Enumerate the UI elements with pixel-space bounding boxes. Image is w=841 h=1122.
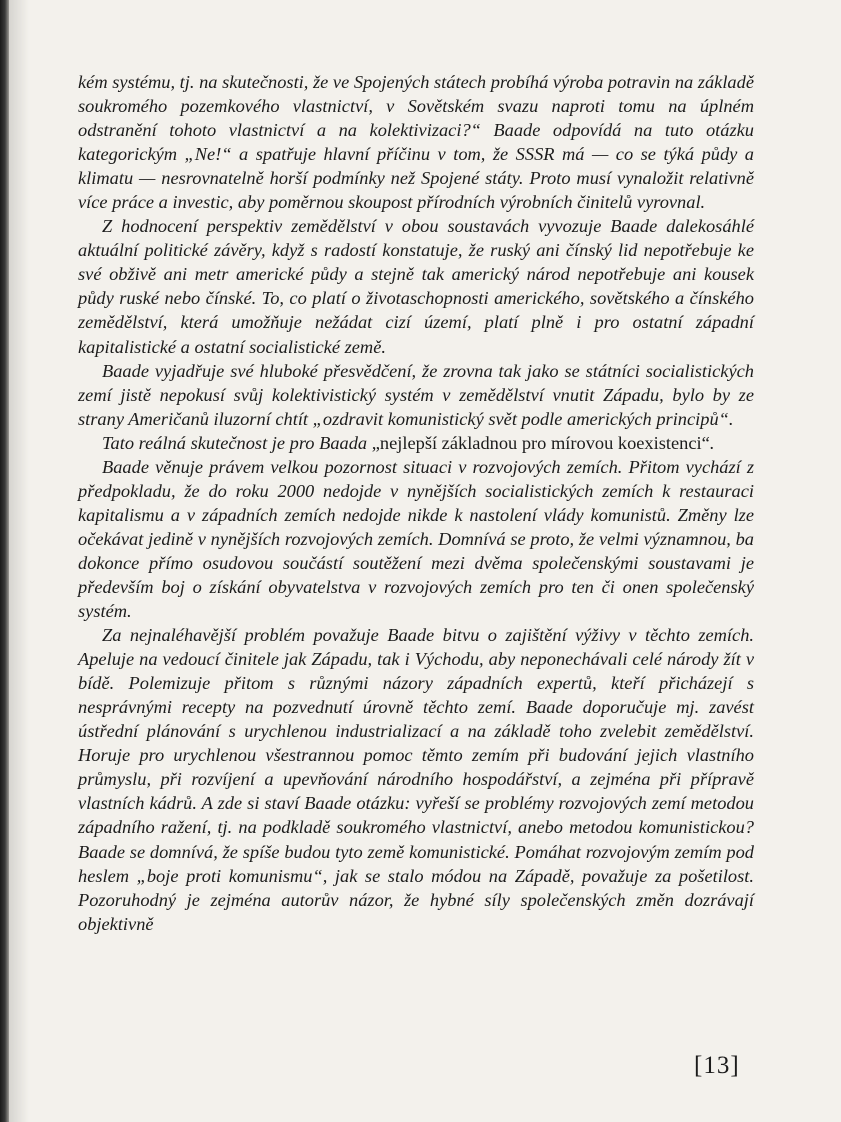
paragraph-conviction: Baade vyjadřuje své hluboké přesvědčení, že zrovna tak jako se státníci socialistických zemí jistě nepokusí svůj kolektivistický systém v zemědělství vnutit Západu, bylo by ze strany Američanů iluzorní chtít „ozdravit komunistický svět podle amerických principů“. bbox=[78, 360, 754, 429]
gutter-shadow bbox=[9, 0, 29, 1122]
coexistence-lead: Tato reálná skutečnost je pro Baada bbox=[102, 432, 372, 453]
page-number: [13] bbox=[694, 1052, 740, 1079]
paragraph-developing-countries: Baade věnuje právem velkou pozornost situaci v rozvojových zemích. Přitom vychází z předpokladu, že do roku 2000 nedojde v nynějších socialistických zemích k restauraci kapitalismu a v západních zemích nedojde nikde k nastolení vlády komunistů. Změny lze očekávat jedině v nynějších rozvojových zemích. Domnívá se proto, že velmi významnou, ba dokonce přímo osudovou součástí soutěžení mezi dvěma společenskými soustavami je především boj o získání obyvatelstva v rozvojových zemích pro ten či onen společenský systém. bbox=[78, 456, 754, 622]
coexistence-tail: . bbox=[709, 432, 715, 453]
coexistence-quote: „nejlepší základnou pro mírovou koexistenci“ bbox=[371, 432, 710, 453]
paragraph-food-problem: Za nejnaléhavější problém považuje Baade bitvu o zajištění výživy v těchto zemích. Apeluje na vedoucí činitele jak Západu, tak i Východu, aby neponechávali celé národy žít v bídě. Polemizuje přitom s různými názory západních expertů, kteří přicházejí s nesprávnými recepty na pozvednutí úrovně těchto zemí. Baade doporučuje mj. zavést ústřední plánování s urychlenou industrializací a na základě toho zvelebit zemědělství. Horuje pro urychlenou všestrannou pomoc těmto zemím při budování jejich vlastního průmyslu, při rozvíjení a upevňování národního hospodářství, a zejména při přípravě vlastních kádrů. A zde si staví Baade otázku: vyřeší se problémy rozvojových zemí metodou západního ražení, tj. na podkladě soukromého vlastnictví, anebo metodou komunistickou? Baade se domnívá, že spíše budou tyto země komunistické. Pomáhat rozvojovým zemím pod heslem „boje proti komunismu“, jak se stalo módou na Západě, považuje za pošetilost. Pozoruhodný je zejména autorův názor, že hybné síly společenských změn dozrávají objektivně bbox=[78, 625, 754, 934]
paragraph-perspectives: Z hodnocení perspektiv zemědělství v obou soustavách vyvozuje Baade dalekosáhlé aktuální politické závěry, když s radostí konstatuje, že ruský ani čínský lid nepotřebuje ke své obživě ani metr americké půdy a stejně tak americký národ nepotřebuje ani kousek půdy ruské nebo čínské. To, co platí o životaschopnosti amerického, sovětského a čínského zemědělství, která umožňuje nežádat cizí území, platí plně i pro ostatní západní kapitalistické a ostatní socialistické země. bbox=[78, 216, 754, 357]
book-spine-edge bbox=[0, 0, 9, 1122]
page-body bbox=[78, 70, 754, 936]
paragraph-coexistence bbox=[78, 431, 754, 455]
paragraph-continuation: kém systému, tj. na skutečnosti, že ve Spojených státech probíhá výroba potravin na základě soukromého pozemkového vlastnictví, v Sovětském svazu naproti tomu na úplném odstranění tohoto vlastnictví a na kolektivizaci?“ Baade odpovídá na tuto otázku kategorickým „Ne!“ a spatřuje hlavní příčinu v tom, že SSSR má — co se týká půdy a klimatu — nesrovnatelně horší podmínky než Spojené státy. Proto musí vynaložit relativně více práce a investic, aby poměrnou skoupost přírodních výrobních činitelů vyrovnal. bbox=[78, 72, 754, 213]
